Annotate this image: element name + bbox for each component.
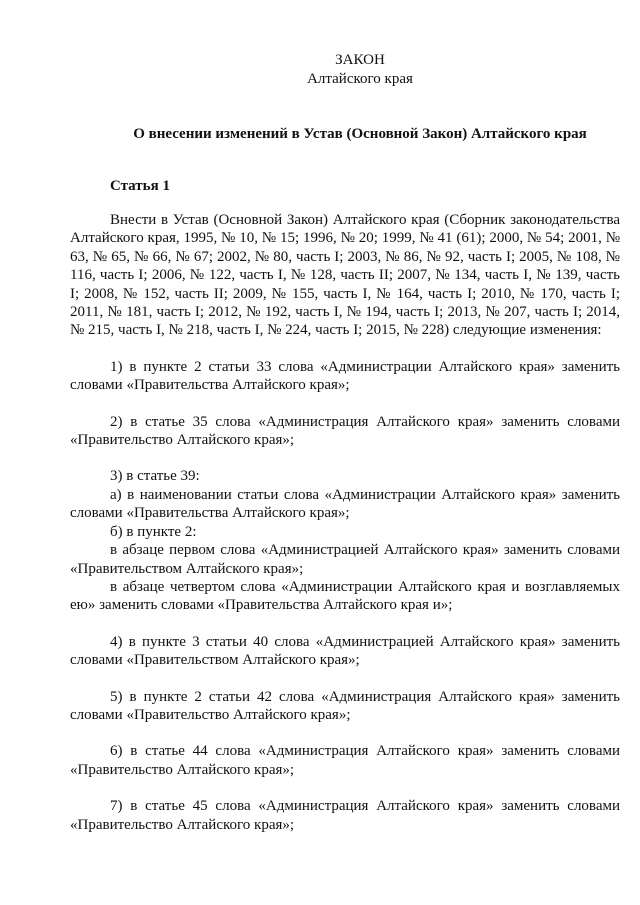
amendment-item-3: 3) в статье 39: (110, 468, 200, 485)
amendment-item-6: 6) в статье 44 слова «Администрация Алтайского края» заменить словами «Правительство Алтайского края»; (70, 743, 620, 778)
intro-paragraph: Внести в Устав (Основной Закон) Алтайского края (Сборник законодательства Алтайского края, 1995, № 10, № 15; 1996, № 20; 1999, № 41 (61); 2000, № 54; 2001, № 63, № 65, № 66, № 67; 2002, № 80, часть I; 2003, № 86, № 92, часть I; 2005, № 108, № 116, часть I; 2006, № 122, часть I, № 128, часть II; 2007, № 134, часть I, № 139, часть I; 2008, № 152, часть II; 2009, № 155, часть I, № 164, часть I; 2010, № 170, часть I; 2011, № 181, часть I; 2012, № 192, часть I, № 194, часть I; 2013, № 207, часть I; 2014, № 215, часть I, № 218, часть I, № 224, часть I; 2015, № 228) следующие изменения: (70, 212, 620, 339)
amendment-item-3b-2: в абзаце четвертом слова «Администрации Алтайского края и возглавляемых ею» заменить словами «Правительства Алтайского края и»; (70, 578, 620, 614)
amendment-item-5: 5) в пункте 2 статьи 42 слова «Администрация Алтайского края» заменить словами «Правительство Алтайского края»; (70, 688, 620, 723)
law-title: ЗАКОН (335, 52, 385, 68)
article-heading: Статья 1 (110, 178, 170, 194)
article-body (70, 211, 620, 834)
amendment-item-1: 1) в пункте 2 статьи 33 слова «Администрации Алтайского края» заменить словами «Правительства Алтайского края»; (70, 358, 620, 394)
amendment-item-3b-1: в абзаце первом слова «Администрацией Алтайского края» заменить словами «Правительством Алтайского края»; (70, 542, 620, 577)
law-subject: О внесении изменений в Устав (Основной Закон) Алтайского края (133, 126, 587, 142)
amendment-item-3b: б) в пункте 2: (110, 523, 197, 540)
amendment-item-4: 4) в пункте 3 статьи 40 слова «Администрацией Алтайского края» заменить словами «Правительством Алтайского края»; (70, 633, 620, 669)
amendment-item-3a: а) в наименовании статьи слова «Администрации Алтайского края» заменить словами «Правительства Алтайского края»; (70, 486, 620, 522)
amendment-item-7: 7) в статье 45 слова «Администрация Алтайского края» заменить словами «Правительство Алтайского края»; (70, 798, 620, 833)
law-region: Алтайского края (307, 71, 413, 87)
amendment-item-2: 2) в статье 35 слова «Администрация Алтайского края» заменить словами «Правительство Алтайского края»; (70, 413, 620, 449)
